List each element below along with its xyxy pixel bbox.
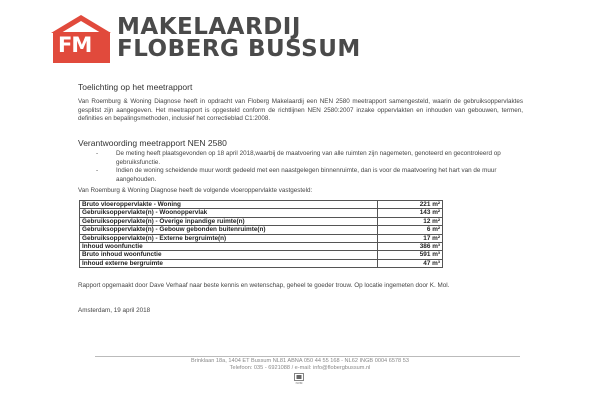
area-label: Bruto vloeroppervlakte - Woning [80,201,378,209]
table-row [80,226,443,234]
table-row [80,251,443,259]
section-heading-explanation: Toelichting op het meetrapport [78,82,193,92]
accountability-bullets [96,150,524,184]
table-intro-text: Van Roemburg & Woning Diagnose heeft de volgende vloeroppervlakte vastgesteld: [78,187,313,194]
area-value: 17 m² [378,234,443,242]
area-table [79,200,443,268]
area-value: 221 m² [378,201,443,209]
table-row [80,201,443,209]
explanation-paragraph: Van Roemburg & Woning Diagnose heeft in opdracht van Floberg Makelaardij een NEN 2580 meetrapport samengesteld, waarin de gebruiksoppervlaktes gesplitst zijn aangegeven. Het meetrapport is opgesteld conform de richtlijnen NEN 2580:2007 inzake oppervlakten en inhouden van gebouwen, termen, definities en bepalingsmethoden, inclusief het correctieblad C1:2008. [78,98,523,123]
area-label: Gebruiksoppervlakte(n) - Externe bergruimte(n) [80,234,378,242]
area-label: Inhoud externe bergruimte [80,259,378,267]
area-label: Gebruiksoppervlakte(n) - Overige inpandige ruimte(n) [80,217,378,225]
area-label: Gebruiksoppervlakte(n) - Woonoppervlak [80,209,378,217]
nvm-seal-icon [294,373,304,381]
company-logo [53,14,493,62]
area-label: Bruto inhoud woonfunctie [80,251,378,259]
brand-name-line2: FLOBERG BUSSUM [117,36,361,62]
area-value: 6 m² [378,226,443,234]
area-value: 591 m³ [378,251,443,259]
area-value: 386 m³ [378,243,443,251]
nvm-seal-text: NVM [295,381,303,385]
footer-divider [95,356,520,357]
table-row [80,243,443,251]
brand-name-line1: MAKELAARDIJ [117,14,301,40]
report-date: Amsterdam, 19 april 2018 [78,307,151,314]
footer-contact: Telefoon: 035 - 6921088 / e-mail: info@flobergbussum.nl [229,365,371,371]
table-row [80,259,443,267]
area-value: 47 m³ [378,259,443,267]
area-value: 143 m² [378,209,443,217]
section-heading-accountability: Verantwoording meetrapport NEN 2580 [78,138,227,148]
fm-badge-text: FM [58,33,92,57]
bullet-item: - De meting heeft plaatsgevonden op 18 april 2018,waarbij de maatvoering van alle ruimten zijn nagemeten, genoteerd en gecontroleerd op gebruiksfunctie. [96,150,524,167]
bullet-item: - Indien de woning scheidende muur wordt gedeeld met een naastgelegen binnenruimte, dan is voor de maatvoering het hart van de muur aangehouden. [96,167,524,184]
table-row [80,234,443,242]
area-label: Gebruiksoppervlakte(n) - Gebouw gebonden buitenruimte(n) [80,226,378,234]
table-row [80,217,443,225]
footer-address: Brinklaan 18a, 1404 ET Bussum NL81 ABNA 050 44 55 168 - NL62 INGB 0004 6578 53 [191,358,409,364]
area-value: 12 m² [378,217,443,225]
table-row [80,209,443,217]
closing-paragraph: Rapport opgemaakt door Dave Verhaaf naar beste kennis en wetenschap, geheel te goeder trouw. Op locatie ingemeten door K. Mol. [78,282,450,289]
house-roof-icon [51,14,111,34]
area-label: Inhoud woonfunctie [80,243,378,251]
